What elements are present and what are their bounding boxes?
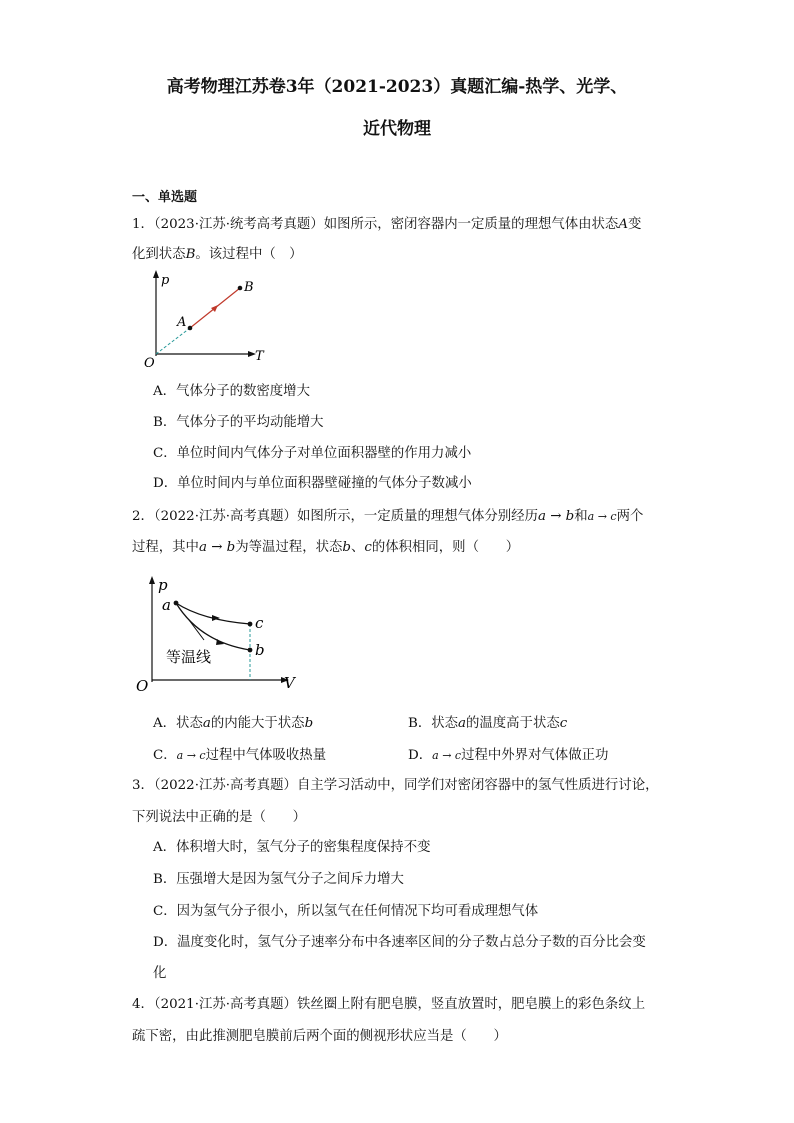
q2-pv-graph [132, 570, 302, 696]
q1-option-a[interactable]: A．气体分子的数密度增大 [153, 384, 310, 399]
q1-option-c[interactable]: C．单位时间内气体分子对单位面积器壁的作用力减小 [153, 446, 472, 461]
section-heading: 一、单选题 [132, 190, 198, 205]
q1-text-end: 变 [627, 217, 642, 232]
q2-curve-ab [176, 603, 250, 650]
q3-option-b[interactable]: B．压强增大是因为氢气分子之间斥力增大 [153, 872, 404, 887]
q3-line-1 [132, 774, 658, 793]
q2-opt-b-mid: 的温度高于状态 [466, 716, 560, 731]
q2-y-arrow [149, 576, 155, 584]
q1-label-t: T [255, 349, 264, 364]
q2-text-end: 两个 [616, 509, 644, 524]
q3-number: 3． [132, 778, 154, 793]
q2-isotherm-pointer [189, 620, 204, 640]
q2-opt-b-var2: c [559, 716, 568, 731]
q2-text-and: 和 [574, 509, 588, 524]
q1-label-o: O [144, 356, 155, 371]
q1-number: 1． [132, 217, 154, 232]
q2-proc-ab-2: a → b [198, 540, 236, 555]
q2-text-2b: 为等温过程，状态 [235, 540, 343, 555]
q1-line-1 [132, 213, 641, 232]
q2-point-a [174, 601, 179, 606]
q2-opt-d-proc: a → c [432, 749, 462, 762]
q1-option-d[interactable]: D．单位时间内与单位面积器壁碰撞的气体分子数减小 [153, 476, 472, 491]
q2-point-b [248, 648, 253, 653]
q2-opt-d-post: 过程中外界对气体做正功 [461, 748, 609, 763]
q2-opt-a-var1: a [202, 716, 211, 731]
q1-dashed-extension [156, 328, 190, 354]
q1-label-b: B [244, 280, 254, 295]
q2-line-2 [132, 536, 519, 555]
q3-option-d-continued: 化 [153, 966, 167, 981]
q1-var-b: B [185, 247, 196, 262]
title-line-2: 近代物理 [363, 119, 431, 139]
q2-proc-ac: a → c [587, 510, 617, 523]
q2-line-1 [132, 505, 643, 524]
q1-label-a: A [177, 315, 187, 330]
q2-label-o: O [136, 677, 149, 695]
q2-option-b[interactable] [408, 712, 567, 731]
q2-text-2c: 的体积相同，则（ ） [371, 540, 520, 555]
q3-source: （2022·江苏·高考真题） [153, 778, 297, 793]
q2-text: 如图所示，一定质量的理想气体分别经历 [296, 509, 538, 524]
q3-option-d[interactable]: D．温度变化时，氢气分子速率分布中各速率区间的分子数占总分子数的百分比会变 [153, 935, 646, 950]
q1-y-arrow [153, 270, 159, 278]
q2-option-a[interactable] [153, 712, 313, 731]
q3-text: 自主学习活动中，同学们对密闭容器中的氢气性质进行讨论， [296, 778, 659, 793]
q2-proc-ab: a → b [537, 509, 575, 524]
q2-label-v: V [284, 674, 295, 692]
q1-option-b[interactable]: B．气体分子的平均动能增大 [153, 415, 324, 430]
q1-text: 如图所示，密闭容器内一定质量的理想气体由状态 [323, 217, 619, 232]
q1-text-2-end: 。该过程中（ ） [195, 247, 303, 262]
q1-label-p: p [161, 273, 170, 288]
q4-line-2: 疏下密，由此推测肥皂膜前后两个面的侧视形状应当是（ ） [132, 1029, 507, 1044]
q3-option-a[interactable]: A．体积增大时，氢气分子的密集程度保持不变 [153, 840, 431, 855]
q2-source: （2022·江苏·高考真题） [153, 509, 297, 524]
q2-label-c: c [255, 614, 264, 632]
q2-number: 2． [132, 509, 154, 524]
q2-isotherm-label: 等温线 [166, 648, 212, 666]
q2-sep: 、 [350, 540, 365, 555]
q2-text-2: 过程，其中 [132, 540, 199, 555]
q2-point-c [248, 622, 253, 627]
q3-option-c[interactable]: C．因为氢气分子很小，所以氢气在任何情况下均可看成理想气体 [153, 904, 539, 919]
q2-option-d[interactable] [408, 744, 608, 763]
q2-opt-a-var2: b [304, 716, 314, 731]
q1-pt-graph [140, 268, 275, 372]
q1-var-a: A [618, 217, 628, 232]
q1-point-b [238, 286, 243, 291]
q1-text-2: 化到状态 [132, 247, 186, 262]
q3-line-2: 下列说法中正确的是（ ） [132, 810, 307, 825]
q4-source: （2021·江苏·高考真题） [153, 997, 297, 1012]
q1-line-2 [132, 243, 303, 262]
q2-opt-a-mid: 的内能大于状态 [210, 716, 305, 731]
q2-label-p: p [158, 576, 168, 594]
q4-line-1 [132, 993, 645, 1012]
q2-opt-a-text: A．状态 [153, 716, 203, 731]
q1-source: （2023·江苏·统考高考真题） [153, 217, 324, 232]
q2-opt-c-proc: a → c [176, 749, 206, 762]
q2-opt-c-post: 过程中气体吸收热量 [205, 748, 327, 763]
q2-opt-c-text: C． [153, 748, 177, 763]
q2-opt-b-var1: a [458, 716, 466, 731]
q4-number: 4． [132, 997, 154, 1012]
q2-opt-b-text: B．状态 [408, 716, 459, 731]
q2-curve-ac [176, 603, 250, 624]
q2-var-b: b [342, 540, 351, 555]
q2-label-b: b [255, 641, 265, 659]
title-line-1: 高考物理江苏卷3年（2021-2023）真题汇编-热学、光学、 [166, 77, 628, 97]
q1-point-a [188, 326, 193, 331]
q2-label-a: a [162, 596, 171, 614]
q2-var-c: c [364, 540, 372, 555]
q2-option-c[interactable] [153, 744, 326, 763]
q4-text: 铁丝圈上附有肥皂膜，竖直放置时，肥皂膜上的彩色条纹上 [296, 997, 646, 1012]
q2-opt-d-text: D． [408, 748, 433, 763]
